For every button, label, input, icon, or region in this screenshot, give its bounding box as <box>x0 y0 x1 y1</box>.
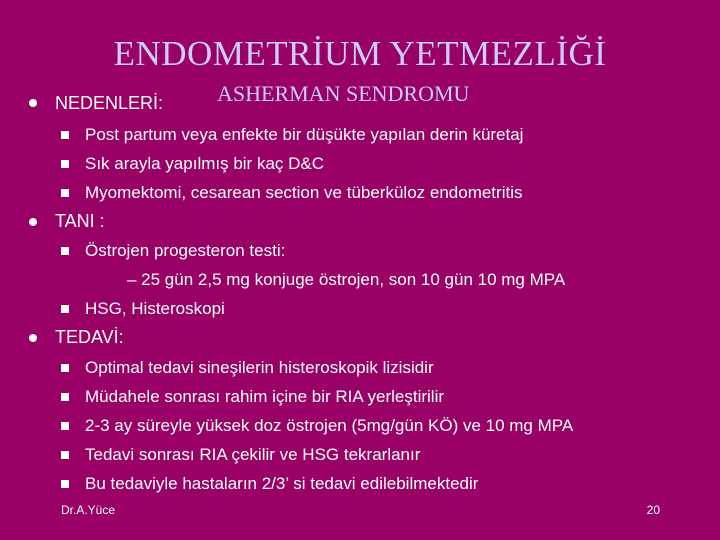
list-item: Post partum veya enfekte bir düşükte yapılan derin küretaj <box>85 125 524 144</box>
list-item: Tedavi sonrası RIA çekilir ve HSG tekrarlanır <box>85 445 421 464</box>
level2-bullet <box>61 305 69 313</box>
list-item: Optimal tedavi sineşilerin histeroskopik lizisidir <box>85 358 434 377</box>
list-item: Bu tedaviyle hastaların 2/3’ si tedavi edilebilmektedir <box>85 474 479 493</box>
sub-list-item: – 25 gün 2,5 mg konjuge östrojen, son 10 gün 10 mg MPA <box>127 270 566 289</box>
list-item: 2-3 ay süreyle yüksek doz östrojen (5mg/gün KÖ) ve 10 mg MPA <box>85 416 574 435</box>
list-item: Müdahele sonrası rahim içine bir RIA yerleştirilir <box>85 387 445 406</box>
level2-bullet <box>61 451 69 459</box>
level1-bullet <box>29 334 37 342</box>
list-item: HSG, Histeroskopi <box>85 299 225 318</box>
slide-subtitle: ASHERMAN SENDROMU <box>217 81 470 106</box>
level1-bullet <box>29 218 37 226</box>
level2-bullet <box>61 422 69 430</box>
level2-bullet <box>61 393 69 401</box>
level2-bullet <box>61 160 69 168</box>
section-heading-tani: TANI : <box>55 211 105 231</box>
page-number: 20 <box>646 503 660 517</box>
level2-bullet <box>61 131 69 139</box>
list-item: Östrojen progesteron testi: <box>85 241 286 260</box>
footer-author: Dr.A.Yüce <box>61 503 116 517</box>
slide-title: ENDOMETRİUM YETMEZLİĞİ <box>113 34 607 73</box>
level2-bullet <box>61 480 69 488</box>
level2-bullet <box>61 364 69 372</box>
section-heading-nedenleri: NEDENLERİ: <box>55 93 164 113</box>
level1-bullet <box>29 99 37 107</box>
list-item: Sık arayla yapılmış bir kaç D&C <box>85 154 325 173</box>
section-heading-tedavi: TEDAVİ: <box>55 327 124 347</box>
level2-bullet <box>61 189 69 197</box>
list-item: Myomektomi, cesarean section ve tüberküloz endometritis <box>85 183 523 202</box>
level2-bullet <box>61 247 69 255</box>
